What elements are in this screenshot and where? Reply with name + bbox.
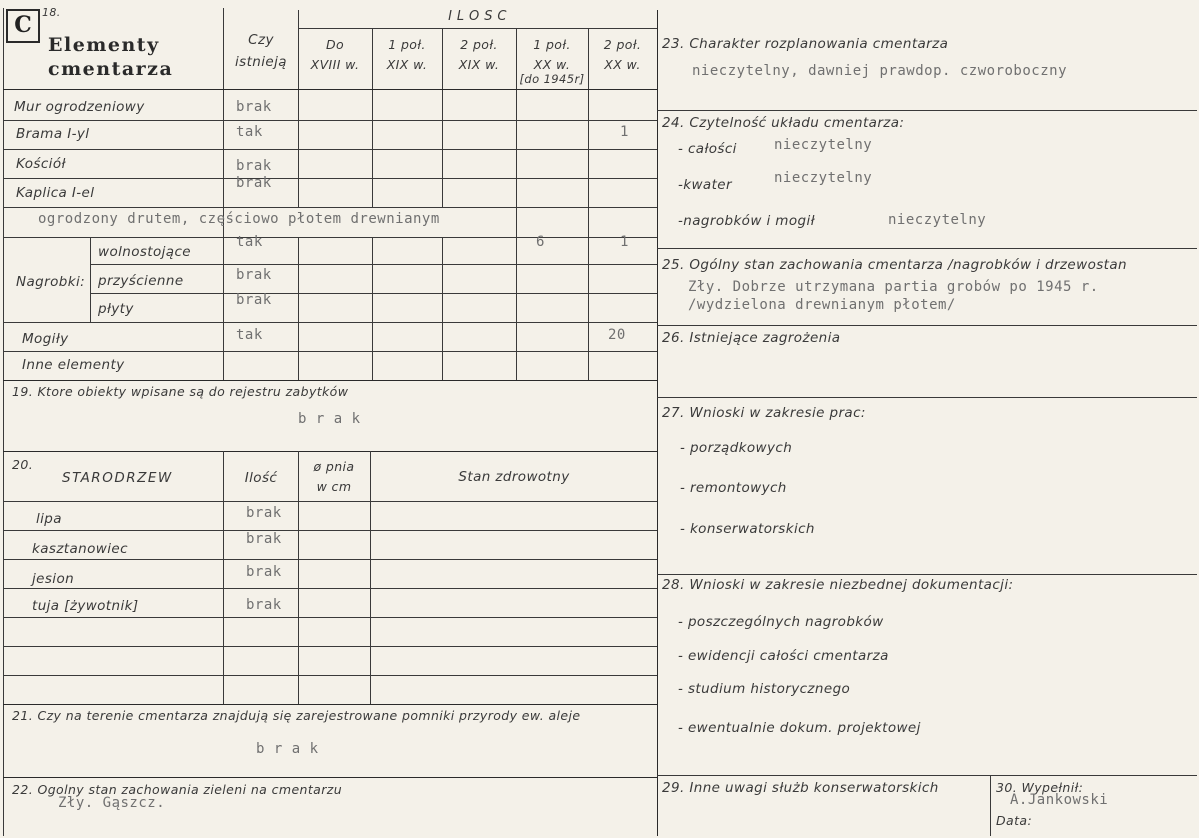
- s21-value: b r a k: [256, 741, 319, 757]
- s24-kwater-value: nieczytelny: [774, 170, 873, 186]
- s25-value-line1: Zły. Dobrze utrzymana partia grobów po 1945 r.: [688, 279, 1099, 295]
- s23-label: 23. Charakter rozplanowania cmentarza: [662, 36, 949, 52]
- col-1pol19-2: XIX w.: [386, 57, 428, 72]
- col-1pol20-1: 1 poł.: [533, 37, 571, 52]
- tree-stan-header: Stan zdrowotny: [458, 469, 570, 485]
- s22-label: 22. Ogolny stan zachowania zieleni na cmentarzu: [12, 782, 343, 797]
- col-divider-1pol19: [372, 28, 373, 207]
- s24-nagrobkow: -nagrobków i mogił: [678, 213, 815, 229]
- tree-row-line: [3, 646, 657, 647]
- nagrobki-divider: [90, 237, 91, 322]
- s25-label: 25. Ogólny stan zachowania cmentarza /nagrobków i drzewostan: [662, 257, 1127, 273]
- section-line: [657, 248, 1197, 249]
- s28-nagrobkow: - poszczególnych nagrobków: [678, 614, 884, 630]
- col-divider-2pol20: [588, 28, 589, 380]
- section-line: [657, 574, 1197, 575]
- value-przyscienne: brak: [236, 267, 272, 283]
- value-brama: tak: [236, 124, 263, 140]
- col-do-2: XVIII w.: [310, 57, 360, 72]
- header-bottom: [3, 89, 657, 90]
- row-line: [3, 120, 657, 121]
- tree-row-line: [3, 530, 657, 531]
- col-divider-2pol19-b: [442, 237, 443, 380]
- tree-row-line: [3, 559, 657, 560]
- tree-name: jesion: [32, 571, 75, 587]
- value-plyty: brak: [236, 292, 272, 308]
- value-mogily: tak: [236, 327, 263, 343]
- section-line: [3, 777, 657, 778]
- s28-projektowej: - ewentualnie dokum. projektowej: [678, 720, 921, 736]
- row-label-wolnostojace: wolnostojące: [98, 244, 192, 260]
- section-line: [657, 325, 1197, 326]
- tree-row-line: [3, 588, 657, 589]
- s28-studium: - studium historycznego: [678, 681, 851, 697]
- s29-label: 29. Inne uwagi służb konserwatorskich: [662, 780, 939, 796]
- s24-kwater: -kwater: [678, 177, 732, 193]
- sign-divider: [990, 775, 991, 836]
- section-line: [657, 397, 1197, 398]
- section-line: [657, 775, 1197, 776]
- czy-label: Czy: [248, 32, 274, 48]
- tree-name: tuja [żywotnik]: [32, 598, 139, 614]
- row-line: [3, 149, 657, 150]
- row-label-nagrobki: Nagrobki:: [16, 274, 86, 290]
- tree-col-divider: [370, 451, 371, 704]
- col-divider-2pol19: [442, 28, 443, 207]
- col-1pol19-1: 1 poł.: [388, 37, 426, 52]
- count-wolnostojace-1pol: 6: [536, 234, 545, 250]
- section-line: [657, 110, 1197, 111]
- center-divider: [657, 10, 658, 836]
- ilosc-header: I L O S C: [448, 9, 507, 24]
- col-divider-1pol19-b: [372, 237, 373, 380]
- card-title-line2: cmentarza: [48, 58, 174, 80]
- col-2pol20-2: XX w.: [604, 57, 641, 72]
- col-do-1: Do: [325, 37, 345, 52]
- row-line: [3, 322, 657, 323]
- row-label-kaplica: Kaplica I-el: [16, 185, 95, 201]
- col-2pol19-1: 2 poł.: [460, 37, 498, 52]
- tree-pnia-2: w cm: [316, 479, 352, 494]
- s26-label: 26. Istniejące zagrożenia: [662, 330, 841, 346]
- tree-row-line: [3, 617, 657, 618]
- col-1pol20-3: [do 1945r]: [519, 72, 585, 86]
- col-2pol19-2: XIX w.: [458, 57, 500, 72]
- fence-note: ogrodzony drutem, częściowo płotem drewnianym: [38, 211, 440, 227]
- s25-value-line2: /wydzielona drewnianym płotem/: [688, 297, 956, 313]
- count-wolnostojace-2pol: 1: [620, 234, 629, 250]
- row-label-mur: Mur ogrodzeniowy: [14, 99, 145, 115]
- row-line: [3, 237, 657, 238]
- row-line: [90, 264, 657, 265]
- s24-calosci: - całości: [678, 141, 737, 157]
- s20-number: 20.: [12, 457, 34, 472]
- s27-label: 27. Wnioski w zakresie prac:: [662, 405, 866, 421]
- row-line: [3, 207, 657, 208]
- istnieja-label: istnieją: [235, 54, 287, 70]
- left-border: [3, 8, 4, 836]
- row-label-brama: Brama I-yl: [16, 126, 90, 142]
- tree-name: lipa: [36, 511, 62, 527]
- row-label-przyscienne: przyścienne: [98, 273, 184, 289]
- tree-value: brak: [246, 564, 282, 580]
- section-line: [3, 451, 657, 452]
- s19-label: 19. Ktore obiekty wpisane są do rejestru zabytków: [12, 384, 349, 399]
- row-label-kosciol: Kościół: [16, 156, 66, 172]
- count-brama: 1: [620, 124, 629, 140]
- tree-value: brak: [246, 597, 282, 613]
- tree-row-line: [3, 675, 657, 676]
- section-line: [3, 380, 657, 381]
- tree-ilosc-header: Ilość: [244, 470, 278, 486]
- s24-nagrobkow-value: nieczytelny: [888, 212, 987, 228]
- section-number: 18.: [42, 6, 61, 19]
- s30-value: A.Jankowski: [1010, 792, 1109, 808]
- s28-ewidencji: - ewidencji całości cmentarza: [678, 648, 889, 664]
- s27-porzadkowych: - porządkowych: [680, 440, 793, 456]
- row-line: [90, 293, 657, 294]
- row-label-inne: Inne elementy: [22, 357, 125, 373]
- tree-header-bottom: [3, 501, 657, 502]
- s24-label: 24. Czytelność układu cmentarza:: [662, 115, 905, 131]
- row-label-plyty: płyty: [98, 301, 134, 317]
- value-wolnostojace: tak: [236, 234, 263, 250]
- s30-label: 30. Wypełnił:: [996, 780, 1084, 795]
- col-2pol20-1: 2 poł.: [603, 37, 642, 52]
- section-stamp: C: [6, 9, 40, 43]
- tree-value: brak: [246, 505, 282, 521]
- col-1pol20-2: XX w.: [533, 57, 571, 72]
- s19-value: b r a k: [298, 411, 361, 427]
- tree-value: brak: [246, 531, 282, 547]
- ilosc-underline: [298, 28, 657, 29]
- tree-pnia-1: ø pnia: [313, 459, 355, 474]
- card-title-line1: Elementy: [48, 34, 160, 56]
- value-mur: brak: [236, 99, 272, 115]
- s22-value: Zły. Gąszcz.: [58, 795, 166, 811]
- row-label-mogily: Mogiły: [22, 331, 69, 347]
- col-divider-do-b: [298, 237, 299, 380]
- value-kaplica: brak: [236, 175, 272, 191]
- row-line: [3, 351, 657, 352]
- value-kosciol: brak: [236, 158, 272, 174]
- s21-label: 21. Czy na terenie cmentarza znajdują się zarejestrowane pomniki przyrody ew. aleje: [12, 708, 581, 723]
- s27-konserwatorskich: - konserwatorskich: [680, 521, 815, 537]
- s28-label: 28. Wnioski w zakresie niezbednej dokumentacji:: [662, 577, 1014, 593]
- s23-value: nieczytelny, dawniej prawdop. czworoboczny: [692, 63, 1068, 79]
- starodrzew-header: STARODRZEW: [62, 470, 173, 486]
- s30-data-label: Data:: [996, 813, 1033, 828]
- count-mogily: 20: [608, 327, 626, 343]
- row-line: [3, 178, 657, 179]
- tree-name: kasztanowiec: [32, 541, 128, 557]
- tree-col-divider: [223, 451, 224, 704]
- s24-calosci-value: nieczytelny: [774, 137, 873, 153]
- section-line: [3, 704, 657, 705]
- s27-remontowych: - remontowych: [680, 480, 787, 496]
